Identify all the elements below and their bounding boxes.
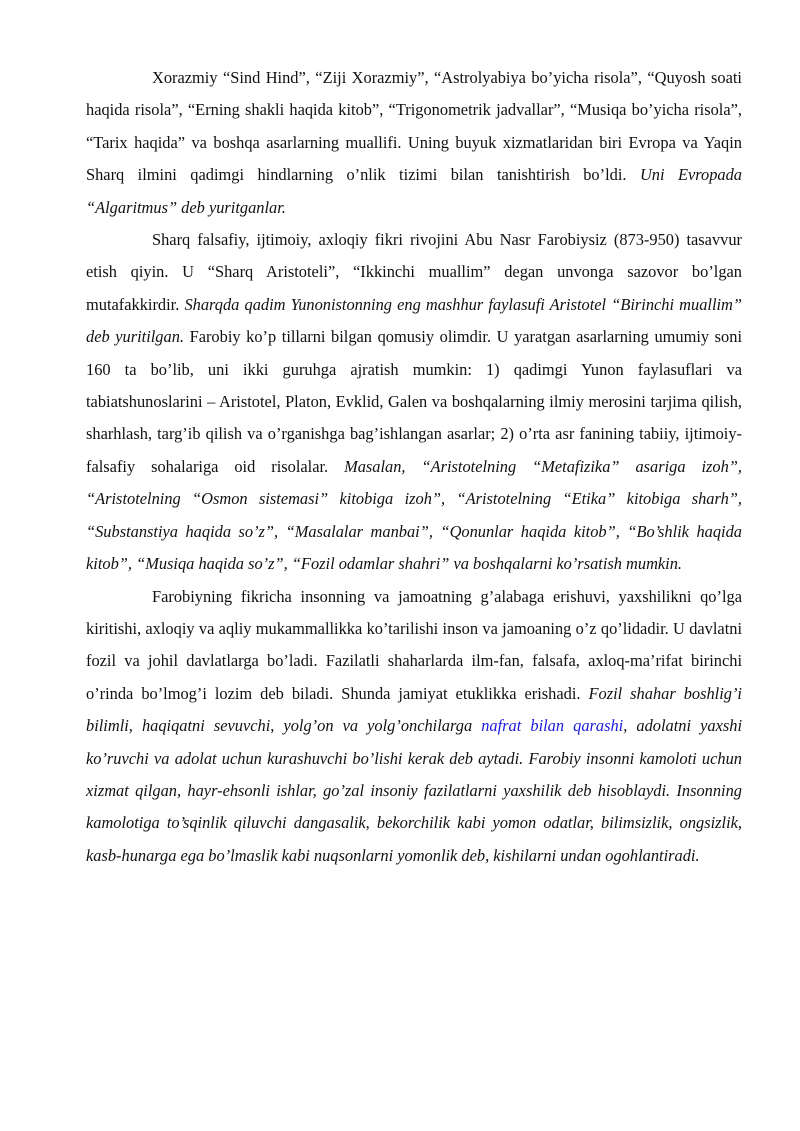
paragraph-text: Xorazmiy “Sind Hind”, “Ziji Xorazmiy”, “Astrolyabiya bo’yicha risola”, “Quyosh soati haqida risola”, “Erning shakli haqida kitob”, “Trigonometrik jadvallar”, “Musiqa bo’yicha risola”, “Tarix haqida” va boshqa asarlarning muallifi. Uning buyuk xizmatlaridan biri Evropa va Yaqin Sharq ilmini qadimgi hindlarning o’nlik tizimi bilan tanishtirish bo’ldi. [86, 68, 742, 185]
highlighted-link-text[interactable]: nafrat bilan qarashi [481, 716, 624, 736]
paragraph-text: Sharq falsafiy, ijtimoiy, axloqiy fikri rivojini Abu Nasr Farobiysiz (873-950) tasavvur etish qiyin. U “Sharq Aristoteli”, “Ikkinchi muallim” degan unvonga sazovor bo’lgan mutafakkirdir. [86, 230, 742, 314]
italic-text: Fozil shahar boshlig’i bilimli, haqiqatni sevuvchi, yolg’on va yolg’onchilarga [86, 683, 742, 736]
italic-text: Uni Evropada “Algaritmus” deb yuritganlar. [86, 165, 743, 217]
paragraph-farobiy-views [86, 581, 742, 873]
paragraph-text: Farobiyning fikricha insonning va jamoatning g’alabaga erishuvi, yaxshilikni qo’lga kiritishi, axloqiy va aqliy mukammallikka ko’tarilishi inson va jamoaning o’z qo’lidadir. U davlatni fozil va johil davlatlarga bo’ladi. Fazilatli shaharlarda ilm-fan, falsafa, axloq-ma’rifat birinchi o’rinda bo’lmog’i lozim deb biladi. Shunda jamiyat etuklikka erishadi. [86, 586, 742, 703]
italic-text: Sharqda qadim Yunonistonning eng mashhur faylasufi Aristotel “Birinchi muallim” deb yuritilgan. [86, 294, 742, 347]
paragraph-text: Farobiy ko’p tillarni bilgan qomusiy olimdir. U yaratgan asarlarning umumiy soni 160 ta bo’lib, uni ikki guruhga ajratish mumkin: 1) qadimgi Yunon faylasuflari va tabiatshunoslarini – Aristotel, Platon, Evklid, Galen va boshqalarning ilmiy merosini tarjima qilish, sharhlash, targ’ib qilish va o’rganishga bag’ishlangan asarlar; 2) o’rta asr fanining tabiiy, ijtimoiy-falsafiy sohalariga oid risolalar. [86, 327, 742, 476]
paragraph-xorazmiy [86, 62, 742, 224]
paragraph-farobiy-intro [86, 224, 742, 580]
italic-text: Masalan, “Aristotelning “Metafizika” asariga izoh”, “Aristotelning “Osmon sistemasi” kitobiga izoh”, “Aristotelning “Etika” kitobiga sharh”, “Substanstiya haqida so’z”, “Masalalar manbai”, “Qonunlar haqida kitob”, “Bo’shlik haqida kitob”, “Musiqa haqida so’z”, “Fozil odamlar shahri” va boshqalarni ko’rsatish mumkin. [86, 456, 742, 574]
italic-text: , adolatni yaxshi ko’ruvchi va adolat uchun kurashuvchi bo’lishi kerak deb aytadi. Farobiy insonni kamoloti uchun xizmat qilgan, hayr-ehsonli ishlar, go’zal insoniy fazilatlarni yaxshilik deb hisoblaydi. Insonning kamolotiga to’sqinlik qiluvchi dangasalik, bekorchilik kabi yomon odatlar, bilimsizlik, ongsizlik, kasb-hunarga ega bo’lmaslik kabi nuqsonlarni yomonlik deb, kishilarni undan ogohlantiradi. [86, 716, 743, 865]
